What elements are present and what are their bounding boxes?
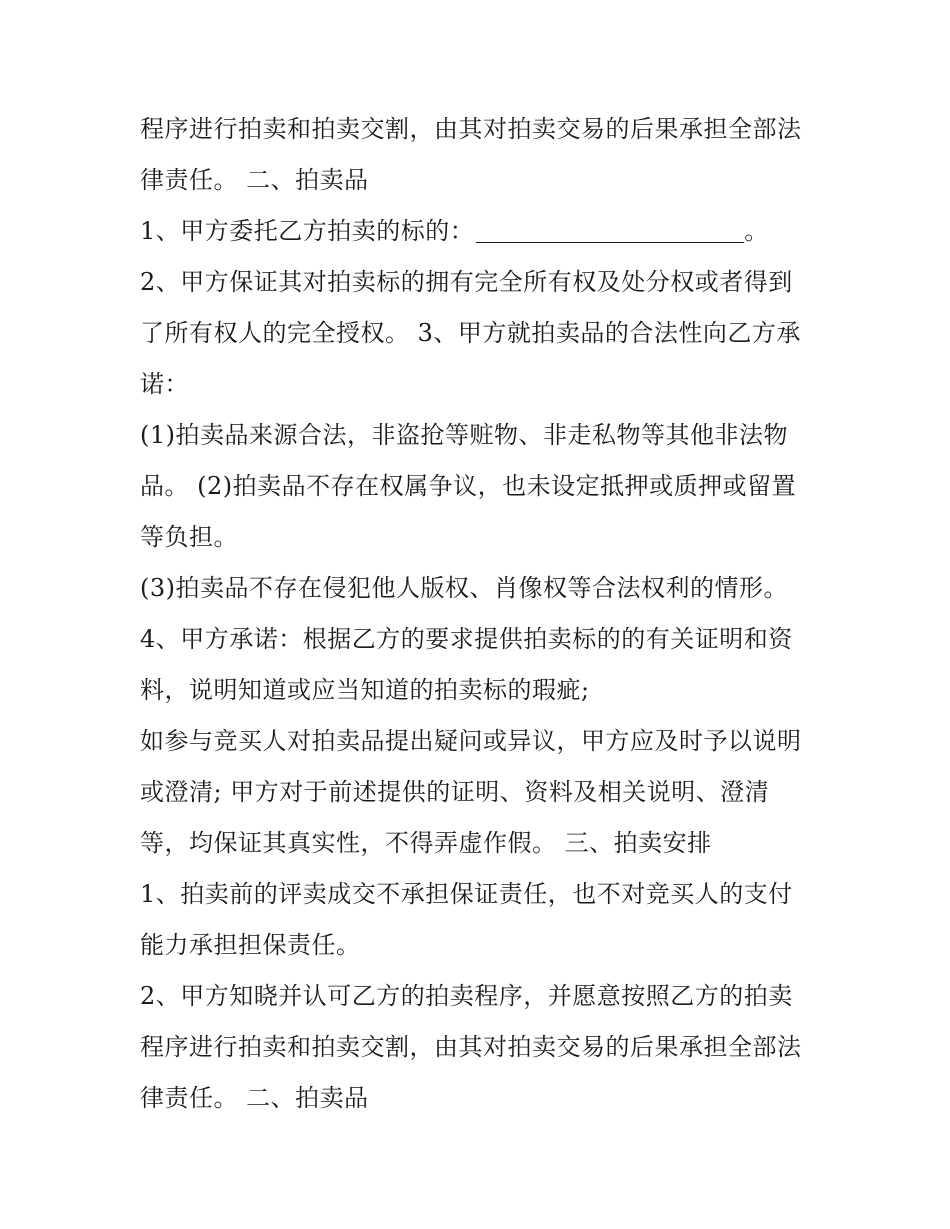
text-line: 1、拍卖前的评卖成交不承担保证责任，也不对竞买人的支付 bbox=[140, 880, 793, 908]
text-line: 诺： bbox=[140, 370, 189, 398]
text-segment: 。 bbox=[744, 217, 769, 245]
text-line: (1)拍卖品来源合法，非盗抢等赃物、非走私物等其他非法物 bbox=[140, 421, 788, 449]
text-line: 如参与竞买人对拍卖品提出疑问或异议，甲方应及时予以说明 bbox=[140, 727, 802, 755]
text-line: 或澄清; 甲方对于前述提供的证明、资料及相关说明、澄清 bbox=[140, 778, 770, 806]
text-line: 了所有权人的完全授权。 3、甲方就拍卖品的合法性向乙方承 bbox=[140, 319, 801, 347]
text-line: 能力承担担保责任。 bbox=[140, 931, 361, 959]
fill-in-blank bbox=[476, 214, 744, 243]
text-line: 2、甲方知晓并认可乙方的拍卖程序，并愿意按照乙方的拍卖 bbox=[140, 982, 793, 1010]
text-line: 程序进行拍卖和拍卖交割，由其对拍卖交易的后果承担全部法 bbox=[140, 115, 802, 143]
text-line: 律责任。 二、拍卖品 bbox=[140, 1084, 369, 1112]
text-line: 律责任。 二、拍卖品 bbox=[140, 166, 369, 194]
document-body bbox=[140, 104, 830, 1124]
text-line: 等，均保证其真实性，不得弄虚作假。 三、拍卖安排 bbox=[140, 829, 712, 857]
text-segment: 1、甲方委托乙方拍卖的标的： bbox=[140, 217, 475, 245]
text-line: 4、甲方承诺：根据乙方的要求提供拍卖标的的有关证明和资 bbox=[140, 625, 793, 653]
text-line: 2、甲方保证其对拍卖标的拥有完全所有权及处分权或者得到 bbox=[140, 268, 793, 296]
text-line-with-blank bbox=[140, 206, 830, 257]
text-line: 料，说明知道或应当知道的拍卖标的瑕疵; bbox=[140, 676, 590, 704]
text-line: 程序进行拍卖和拍卖交割，由其对拍卖交易的后果承担全部法 bbox=[140, 1033, 802, 1061]
text-line: 等负担。 bbox=[140, 523, 238, 551]
text-line: 品。 (2)拍卖品不存在权属争议，也未设定抵押或质押或留置 bbox=[140, 472, 797, 500]
text-line: (3)拍卖品不存在侵犯他人版权、肖像权等合法权利的情形。 bbox=[140, 574, 788, 602]
